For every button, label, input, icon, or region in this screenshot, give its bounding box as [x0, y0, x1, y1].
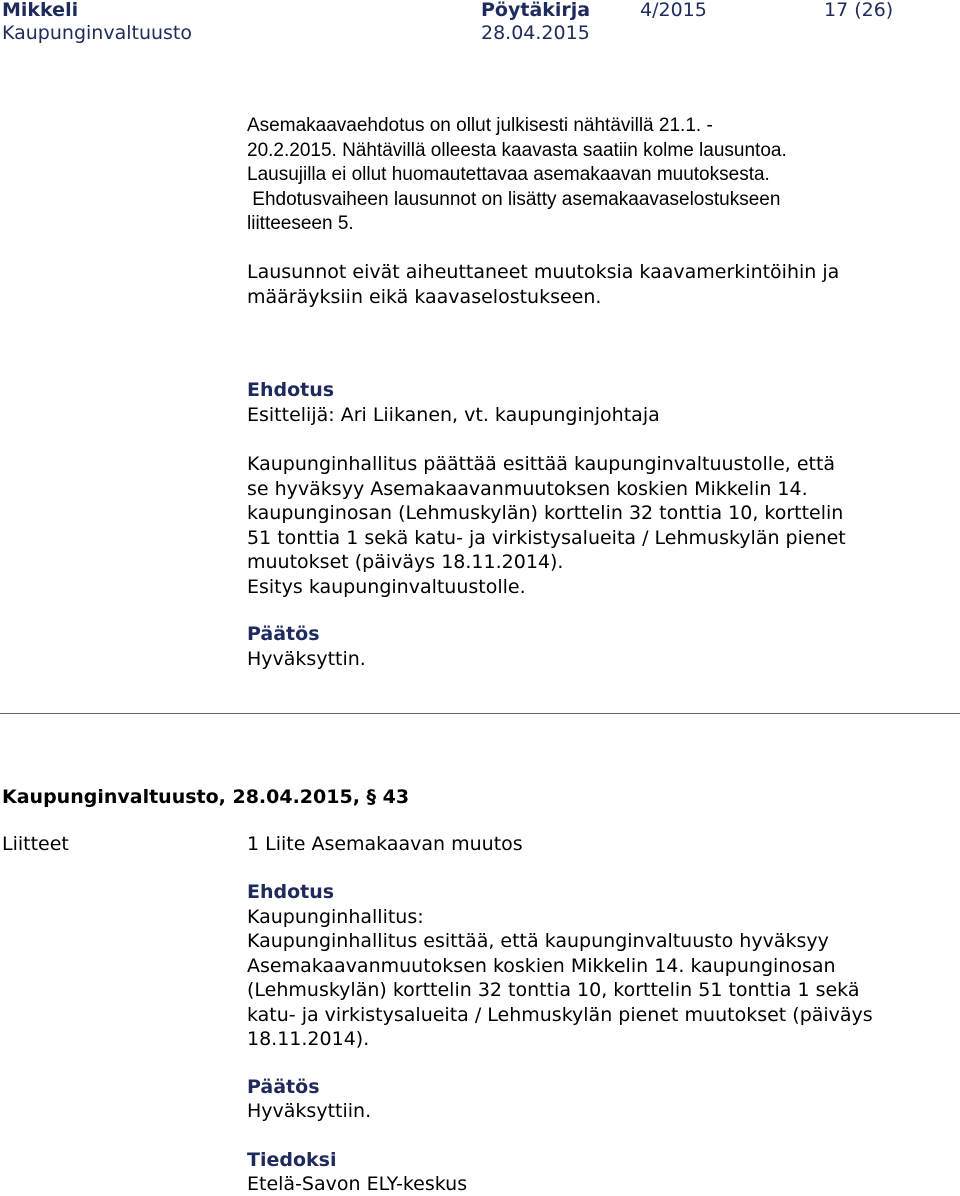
intro-line: Asemakaavaehdotus on ollut julkisesti nähtävillä 21.1. -	[247, 115, 713, 136]
council-decision-heading: Päätös	[247, 1076, 320, 1098]
info-recipient: Etelä-Savon ELY-keskus	[247, 1173, 468, 1195]
header-body: Kaupunginvaltuusto	[2, 22, 193, 44]
board-proposal-line: kaupunginosan (Lehmuskylän) korttelin 32 tonttia 10, korttelin	[247, 502, 844, 524]
intro-line: 20.2.2015. Nähtävillä olleesta kaavasta saatiin kolme lausuntoa.	[247, 139, 787, 161]
council-proposal-line: 18.11.2014).	[247, 1028, 370, 1050]
header-doc-type: Pöytäkirja	[481, 0, 591, 21]
intro-second-paragraph	[247, 260, 907, 309]
board-proposal-line: se hyväksyy Asemakaavanmuutoksen koskien Mikkelin 14.	[247, 477, 808, 500]
board-decision-heading: Päätös	[247, 623, 320, 645]
header-page-info: 17 (26)	[824, 0, 894, 21]
board-proposal-heading: Ehdotus	[247, 379, 335, 401]
council-proposal-line: Kaupunginhallitus esittää, että kaupunginvaltuusto hyväksyy	[247, 930, 829, 952]
board-proposal-line: Kaupunginhallitus päättää esittää kaupunginvaltuustolle, että	[247, 453, 836, 475]
council-proposal-line: (Lehmuskylän) korttelin 32 tonttia 10, korttelin 51 tonttia 1 sekä	[247, 979, 860, 1001]
header-doc-number: 4/2015	[640, 0, 707, 21]
intro-line: määräyksiin eikä kaavaselostukseen.	[247, 285, 602, 308]
council-proposal-text	[247, 929, 907, 1052]
council-proposal-heading: Ehdotus	[247, 881, 335, 903]
council-section-title: Kaupunginvaltuusto, 28.04.2015, § 43	[2, 786, 410, 808]
council-decision-text: Hyväksyttiin.	[247, 1100, 372, 1122]
board-proposal-line: Esitys kaupunginvaltuustolle.	[247, 575, 526, 598]
attachments-label: Liitteet	[2, 833, 69, 855]
intro-line: Lausujilla ei ollut huomautettavaa asemakaavan muutoksesta.	[247, 164, 770, 185]
board-presenter: Esittelijä: Ari Liikanen, vt. kaupunginjohtaja	[247, 404, 660, 426]
board-decision-text: Hyväksyttin.	[247, 648, 366, 670]
board-proposal-line: muutokset (päiväys 18.11.2014).	[247, 551, 564, 573]
board-proposal-text	[247, 452, 907, 599]
intro-line: Ehdotusvaiheen lausunnot on lisätty asemakaavaselostukseen	[247, 188, 781, 210]
board-proposal-line: 51 tonttia 1 sekä katu- ja virkistysalueita / Lehmuskylän pienet	[247, 526, 846, 549]
header-city: Mikkeli	[2, 0, 79, 21]
header-date: 28.04.2015	[481, 22, 590, 44]
info-heading: Tiedoksi	[247, 1149, 337, 1171]
council-proposal-line: Asemakaavanmuutoksen koskien Mikkelin 14. kaupunginosan	[247, 954, 836, 977]
intro-line: Lausunnot eivät aiheuttaneet muutoksia kaavamerkintöihin ja	[247, 261, 840, 283]
section-divider	[0, 713, 960, 714]
council-proposer: Kaupunginhallitus:	[247, 906, 424, 928]
attachment-item: 1 Liite Asemakaavan muutos	[247, 833, 523, 855]
intro-line: liitteeseen 5.	[247, 213, 354, 234]
council-proposal-line: katu- ja virkistysalueita / Lehmuskylän pienet muutokset (päiväys	[247, 1003, 873, 1026]
intro-paragraph	[247, 114, 907, 237]
